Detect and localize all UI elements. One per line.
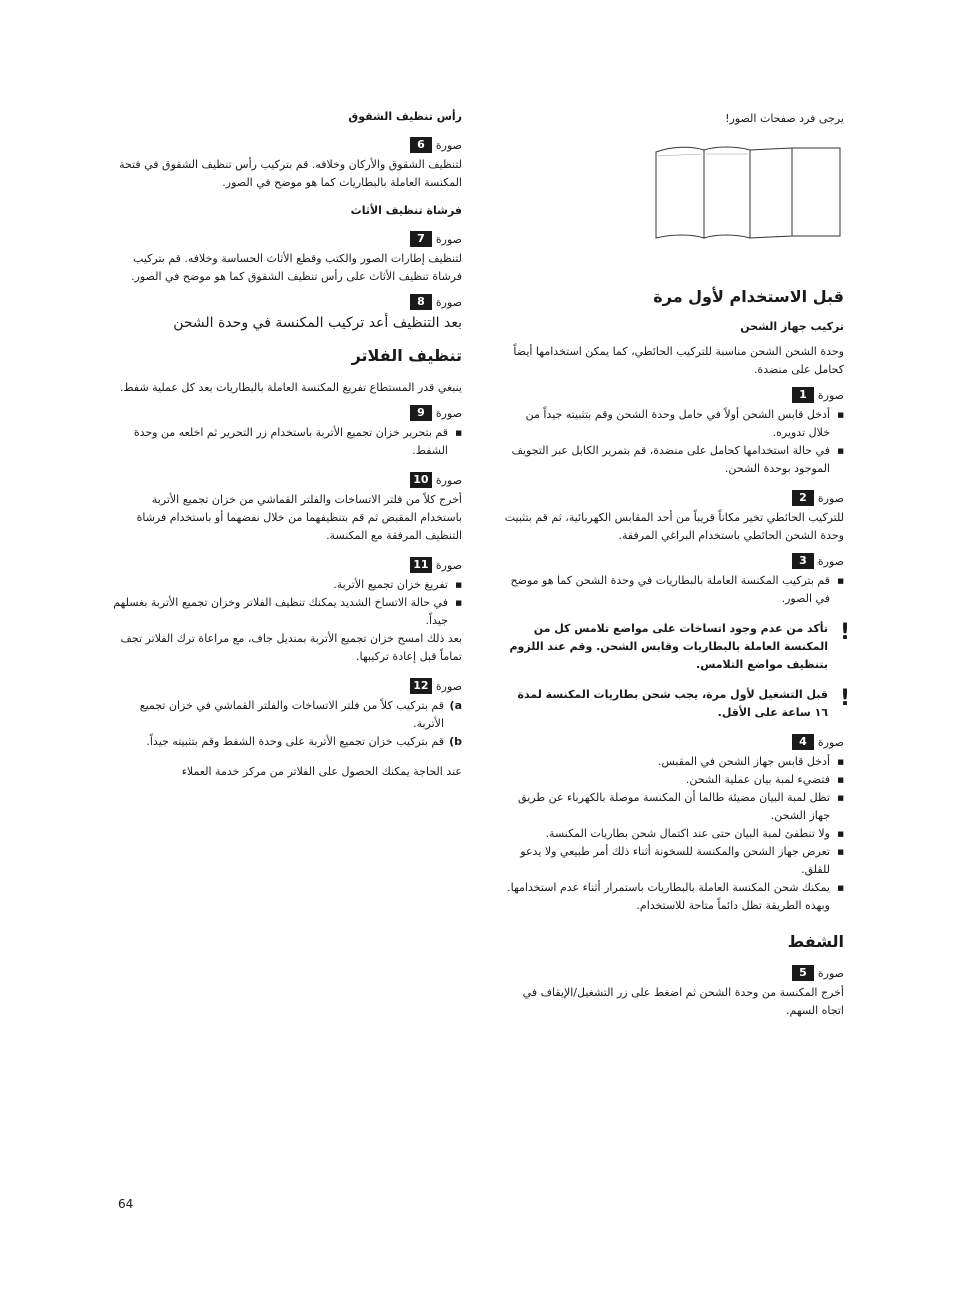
figure-number: 5 xyxy=(792,965,814,981)
figure-number: 7 xyxy=(410,231,432,247)
figure-number: 4 xyxy=(792,734,814,750)
figure-word: صورة xyxy=(435,232,462,246)
step-marker: b) xyxy=(449,735,462,748)
figure-number: 12 xyxy=(410,678,432,694)
figure-12-label xyxy=(112,678,462,694)
warning-contacts xyxy=(504,620,850,674)
figure-1-label xyxy=(504,387,844,403)
step-text: قم بتركيب كلاً من فلتر الاتساخات والفلتر القماشي في خزان تجميع الأتربة. xyxy=(139,699,444,730)
figure-6-text: لتنظيف الشقوق والأركان وخلافه. قم بتركيب رأس تنظيف الشقوق في فتحة المكنسة العاملة بالبطاريات كما هو موضح في الصور. xyxy=(119,158,462,189)
list-item: ■ ولا تنطفئ لمبة البيان حتى عند اكتمال شحن بطاريات المكنسة. xyxy=(504,825,844,843)
filter-intro-text: ينبغي قدر المستطاع تفريغ المكنسة العاملة بالبطاريات بعد كل عملية شفط. xyxy=(119,381,462,394)
furniture-brush-subheading: فرشاة تنظيف الأثاث xyxy=(350,204,462,217)
list-item: ■ أدخل قابس جهاز الشحن في المقبس. xyxy=(504,753,844,771)
open-book-illustration xyxy=(652,144,844,240)
figure-1-list xyxy=(504,406,844,478)
figure-2-label xyxy=(504,490,844,506)
figure-6-label xyxy=(112,137,462,153)
warning-icon: ! xyxy=(839,620,850,645)
step-marker: a) xyxy=(449,699,462,712)
list-item: ■ يمكنك شحن المكنسة العاملة بالبطاريات باستمرار أثناء عدم استخدامها. وبهذه الطريقة تظل دائماً متاحة للاستخدام. xyxy=(504,879,844,915)
left-column xyxy=(112,110,462,781)
figure-7-text: لتنظيف إطارات الصور والكتب وقطع الأثاث الحساسة وخلافه. قم بتركيب فرشاة تنظيف الأثاث على رأس تنظيف الشقوق كما هو موضح في الصور. xyxy=(131,252,462,283)
after-cleaning-heading: بعد التنظيف أعد تركيب المكنسة في وحدة الشحن xyxy=(173,315,462,331)
list-item: ■ أدخل قابس الشحن أولاً في حامل وحدة الشحن وقم بتثبيته جيداً من خلال تدويره. xyxy=(504,406,844,442)
list-item xyxy=(112,733,462,751)
figure-word: صورة xyxy=(435,473,462,487)
figure-word: صورة xyxy=(435,679,462,693)
warning-text: تأكد من عدم وجود اتساخات على مواضع تلامس كل من المكنسة العاملة بالبطاريات وقابس الشحن. وقم عند اللزوم بتنظيف مواضع التلامس. xyxy=(509,622,828,671)
charger-intro-text: وحدة الشحن الشحن مناسبة للتركيب الحائطي، كما يمكن استخدامها أيضاً كحامل على منضدة. xyxy=(513,345,844,376)
figure-12-list xyxy=(112,697,462,751)
figure-word: صورة xyxy=(435,295,462,309)
figure-word: صورة xyxy=(435,138,462,152)
step-text: قم بتركيب خزان تجميع الأتربة على وحدة الشفط وقم بتثبيته جيداً. xyxy=(146,735,444,748)
figure-4-list xyxy=(504,753,844,915)
list-item xyxy=(112,697,462,733)
warning-icon: ! xyxy=(839,686,850,711)
warning-first-charge xyxy=(504,686,850,722)
figure-word: صورة xyxy=(435,406,462,420)
figure-10-label xyxy=(112,472,462,488)
list-item: ■ فتضيء لمبة بيان عملية الشحن. xyxy=(504,771,844,789)
figure-number: 11 xyxy=(410,557,432,573)
figure-2-text: للتركيب الحائطي تخير مكاناً قريباً من أحد المقابس الكهربائية، ثم قم بتثبيت وحدة الشحن الحائطي باستخدام البراغي المرفقة. xyxy=(504,511,844,542)
figure-10-text: أخرج كلاً من فلتر الاتساخات والفلتر القماشي من خزان تجميع الأتربة باستخدام المقبض ثم قم بتنظيفهما من خلال نفضهما أو باستخدام فرشاة التنظيف المرفقة مع المكنسة. xyxy=(136,493,462,542)
figure-4-label xyxy=(504,734,844,750)
figure-number: 8 xyxy=(410,294,432,310)
unfold-note: يرجى فرد صفحات الصور! xyxy=(725,112,844,125)
figure-11-label xyxy=(112,557,462,573)
figure-number: 3 xyxy=(792,553,814,569)
figure-number: 9 xyxy=(410,405,432,421)
figure-11-list xyxy=(112,576,462,630)
list-item: ■ تعرض جهاز الشحن والمكنسة للسخونة أثناء ذلك أمر طبيعي ولا يدعو للقلق. xyxy=(504,843,844,879)
figure-number: 2 xyxy=(792,490,814,506)
figure-3-list xyxy=(504,572,844,608)
list-item: ■ في حالة استخدامها كحامل على منضدة، قم بتمرير الكابل عبر التجويف الموجود بوحدة الشحن. xyxy=(504,442,844,478)
figure-8-label xyxy=(112,294,462,310)
suction-heading: الشفط xyxy=(787,932,844,951)
crevice-nozzle-subheading: رأس تنظيف الشقوق xyxy=(348,110,462,123)
figure-11-note: بعد ذلك امسح خزان تجميع الأتربة بمنديل جاف، مع مراعاة ترك الفلاتر تجف تماماً قبل إعادة تركيبها. xyxy=(120,632,462,663)
figure-5-text: أخرج المكنسة من وحدة الشحن ثم اضغط على زر التشغيل/الإيقاف في اتجاه السهم. xyxy=(522,986,844,1017)
filters-service-note: عند الحاجة يمكنك الحصول على الفلاتر من مركز خدمة العملاء xyxy=(181,765,462,778)
figure-number: 10 xyxy=(410,472,432,488)
figure-word: صورة xyxy=(817,735,844,749)
figure-word: صورة xyxy=(817,491,844,505)
warning-text: قبل التشغيل لأول مرة، يجب شحن بطاريات المكنسة لمدة ١٦ ساعة على الأقل. xyxy=(517,688,828,719)
figure-number: 6 xyxy=(410,137,432,153)
list-item: ■ تفريغ خزان تجميع الأتربة. xyxy=(112,576,462,594)
before-first-use-heading: قبل الاستخدام لأول مرة xyxy=(653,287,844,306)
figure-word: صورة xyxy=(817,966,844,980)
figure-5-label xyxy=(504,965,844,981)
filter-cleaning-heading: تنظيف الفلاتر xyxy=(351,346,462,365)
figure-word: صورة xyxy=(817,388,844,402)
figure-9-list xyxy=(112,424,462,460)
list-item: ■ قم بتحرير خزان تجميع الأتربة باستخدام زر التحرير ثم اخلعه من وحدة الشفط. xyxy=(112,424,462,460)
right-column xyxy=(504,110,850,1020)
figure-word: صورة xyxy=(817,554,844,568)
list-item: ■ في حالة الاتساخ الشديد يمكنك تنظيف الفلاتر وخزان تجميع الأتربة بغسلهم جيداً. xyxy=(112,594,462,630)
page-number: 64 xyxy=(118,1197,134,1211)
list-item: ■ تظل لمبة البيان مضيئة طالما أن المكنسة موصلة بالكهرباء عن طريق جهاز الشحن. xyxy=(504,789,844,825)
figure-number: 1 xyxy=(792,387,814,403)
list-item: ■ قم بتركيب المكنسة العاملة بالبطاريات في وحدة الشحن كما هو موضح في الصور. xyxy=(504,572,844,608)
figure-9-label xyxy=(112,405,462,421)
figure-7-label xyxy=(112,231,462,247)
charger-mount-subheading: تركيب جهاز الشحن xyxy=(740,320,844,333)
figure-3-label xyxy=(504,553,844,569)
figure-word: صورة xyxy=(435,558,462,572)
